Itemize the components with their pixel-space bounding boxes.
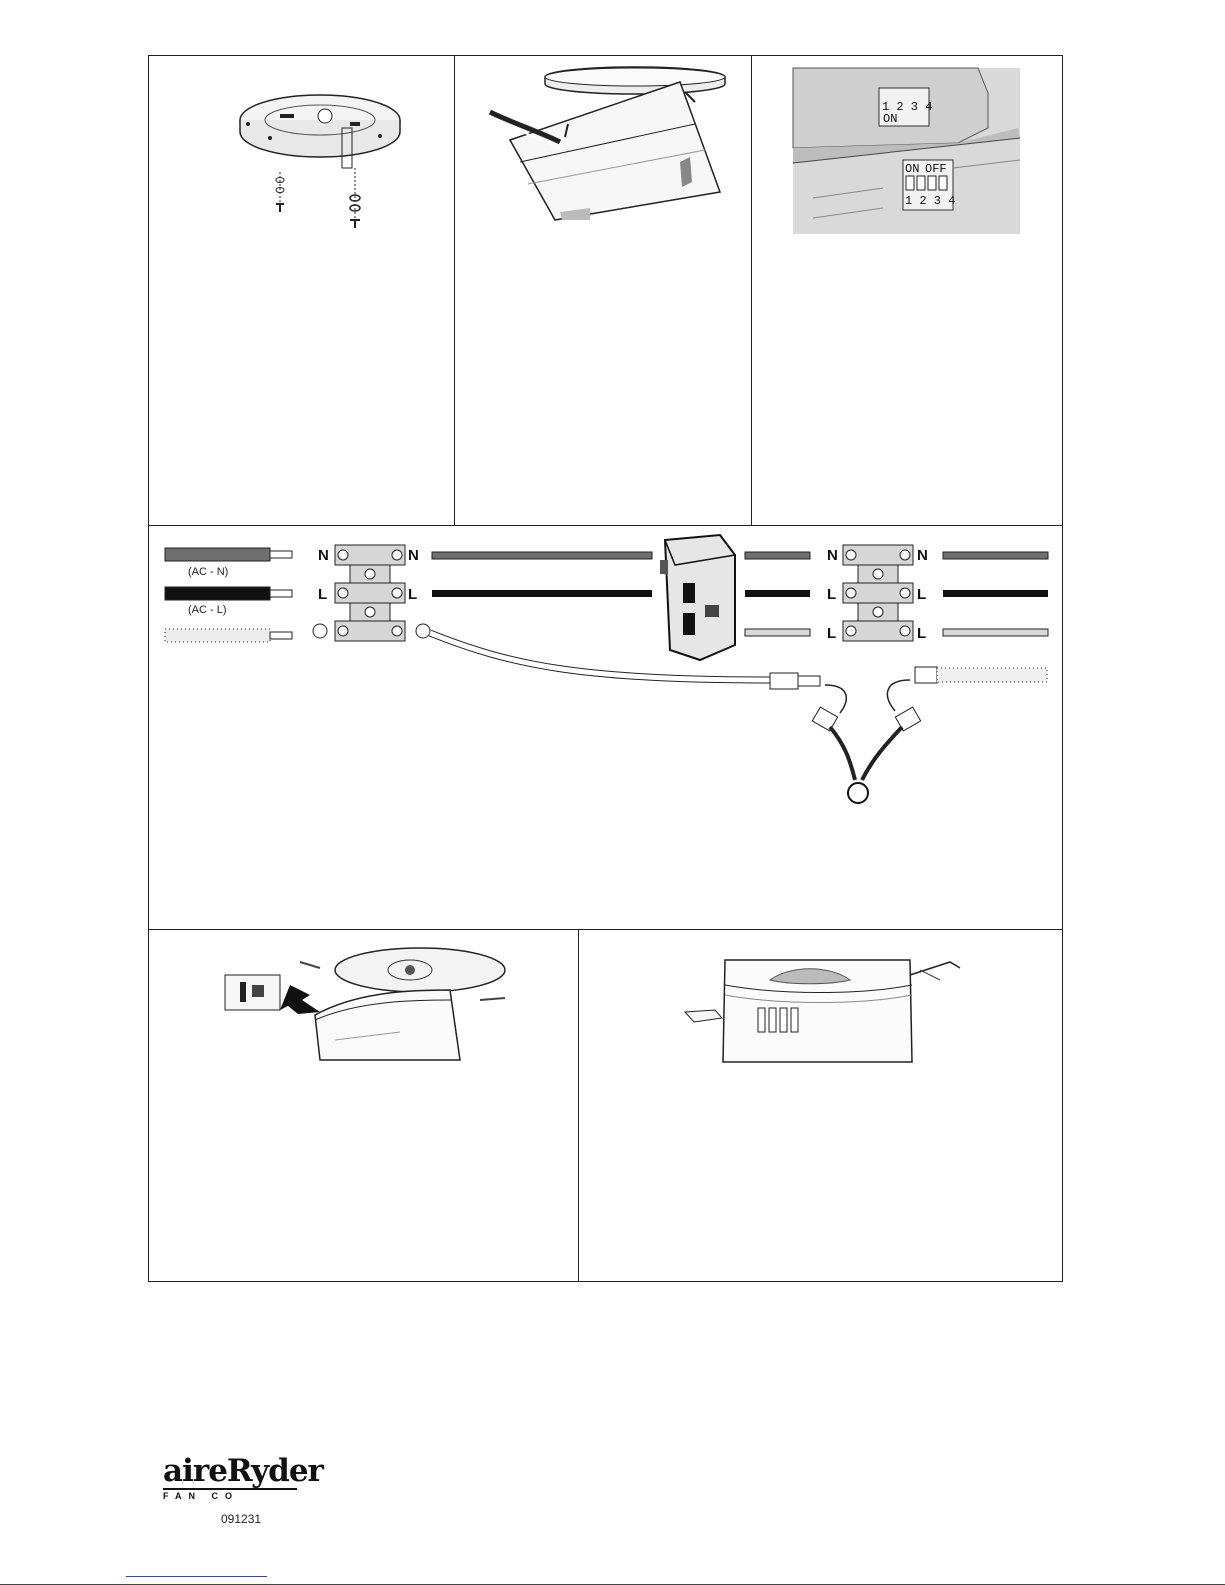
brand-logo [163,1455,323,1501]
logo-subtext: FAN CO [163,1488,297,1501]
logo-text: aireRyder [163,1453,323,1489]
neutral-wire [165,548,270,561]
fan-block-l2: L [827,625,837,642]
receiver-icon [660,535,735,660]
dip-on-label: ON [905,162,920,176]
fan-block-l1: L [827,586,837,603]
dip-bottom-numbers: 1 2 3 4 [905,194,956,208]
fan-block-n: N [827,547,838,564]
ground-wire [165,629,270,642]
dip-switch-icon [793,68,1020,234]
fan-block-out-l2: L [917,625,927,642]
canopy-secure-icon [680,940,970,1065]
terminal-block-left [335,545,405,641]
terminal-right-l: L [408,586,418,603]
terminal-left-l: L [318,586,328,603]
wiring-diagram [160,535,1055,805]
receiver-insert-icon [220,940,510,1065]
dip-top-label: ON [883,112,898,126]
terminal-block-fan [843,545,913,641]
live-wire-label: (AC - L) [188,604,227,616]
dip-top-numbers: 1 2 3 4 [882,100,933,114]
dip-off-label: OFF [925,162,947,176]
fan-block-out-l1: L [917,586,927,603]
live-wire [165,587,270,600]
mounting-plate-icon [230,90,410,230]
terminal-right-n: N [408,547,419,564]
ground-ring-icon [848,783,868,803]
footer-link-underline[interactable] [126,1576,267,1577]
document-code: 091231 [221,1512,262,1526]
neutral-wire-label: (AC - N) [188,566,229,578]
canopy-icon [480,62,740,222]
connector-icon [770,667,1047,780]
fan-block-out-n: N [917,547,928,564]
terminal-left-n: N [318,547,329,564]
